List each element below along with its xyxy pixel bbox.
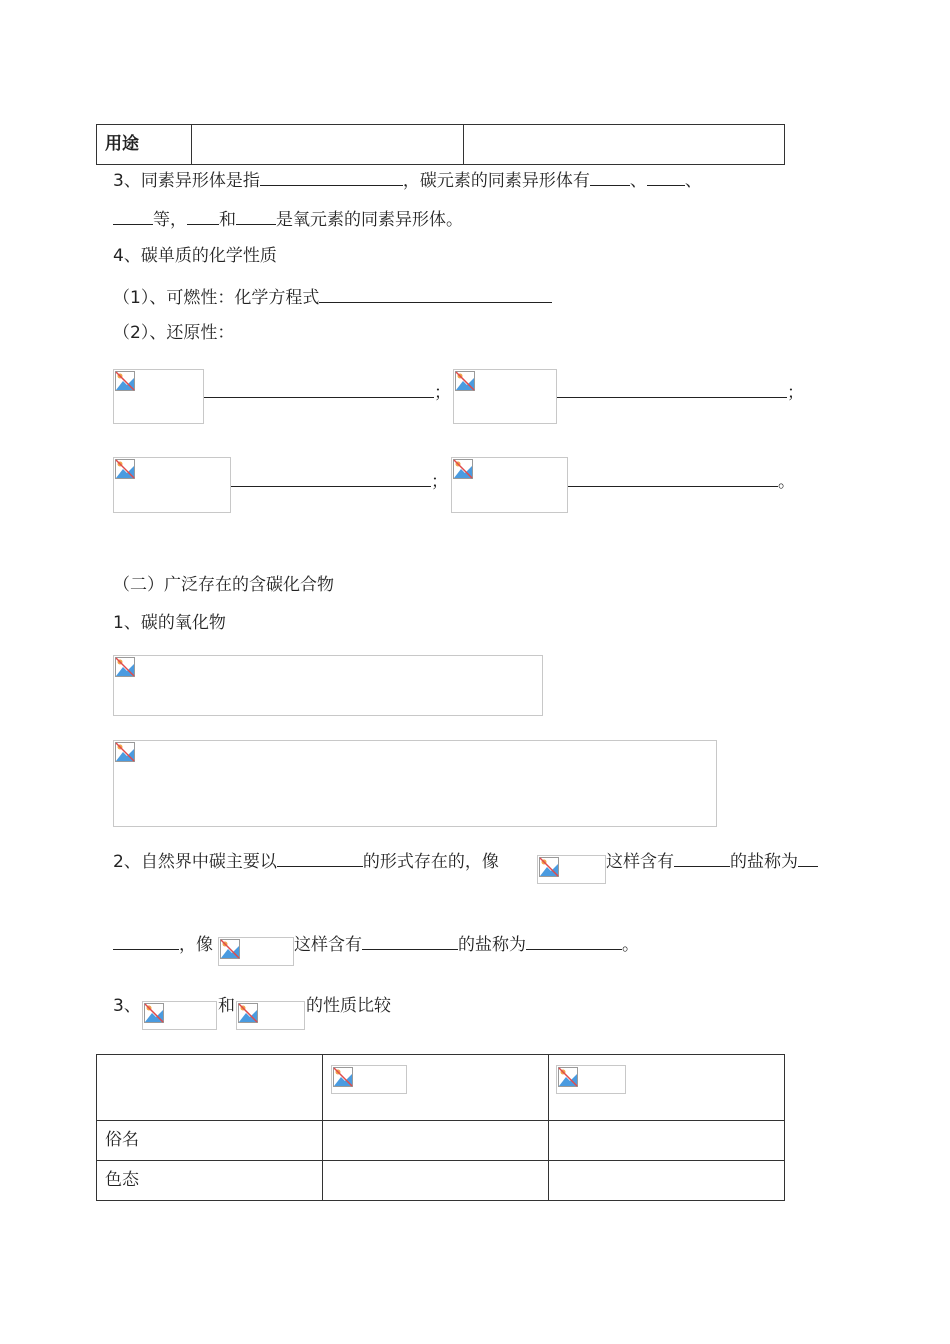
nature-text-g: 的盐称为 [458, 935, 526, 955]
carbon-allotrope-blank-3[interactable] [113, 206, 153, 225]
nature-text-c: 这样含有 [606, 852, 674, 872]
reduction-image-1 [113, 369, 204, 424]
compare-and: 和 [218, 996, 235, 1016]
row-label-common-name: 俗名 [97, 1121, 323, 1161]
compare-image-2 [236, 1001, 305, 1030]
carbon-oxides-image-2 [113, 740, 717, 827]
ion-blank-1[interactable] [674, 848, 730, 867]
broken-image-icon [455, 371, 475, 391]
oxygen-allotrope-blank-1[interactable] [187, 206, 219, 225]
q4-item-2: （2）、还原性： [113, 323, 235, 343]
appearance-cell-2[interactable] [549, 1161, 785, 1201]
reduction-equation-blank-4[interactable] [568, 468, 778, 487]
q3-text-b: ，碳元素的同素异形体有 [402, 171, 590, 191]
combustion-equation-blank[interactable] [319, 284, 552, 303]
compare-suffix: 的性质比较 [306, 996, 391, 1016]
combustibility-label: （1）、可燃性：化学方程式 [113, 288, 320, 308]
common-name-cell-1[interactable] [322, 1121, 549, 1161]
carbon-oxides-title: 1、碳的氧化物 [113, 613, 226, 633]
ion-blank-2[interactable] [362, 931, 458, 950]
reduction-line-4 [568, 468, 795, 493]
reduction-image-2 [453, 369, 557, 424]
comparison-header-1 [322, 1055, 549, 1121]
salt-name-blank-2[interactable] [526, 931, 622, 950]
salt-name-blank-1b[interactable] [113, 931, 179, 950]
reduction-image-4 [451, 457, 568, 513]
comparison-table [96, 1054, 785, 1201]
q4-title: 4、碳单质的化学性质 [113, 246, 277, 266]
comparison-header-empty [97, 1055, 323, 1121]
nature-text-h: 。 [622, 935, 639, 955]
nature-text-f: 这样含有 [294, 935, 362, 955]
appearance-cell-1[interactable] [322, 1161, 549, 1201]
period-1: 。 [778, 472, 795, 492]
q3-text-e: 等， [153, 210, 187, 230]
broken-image-icon [220, 939, 240, 959]
broken-image-icon [453, 459, 473, 479]
semicolon-3: ； [431, 472, 448, 492]
q3-text-d: 、 [684, 171, 702, 191]
semicolon-2: ； [787, 383, 804, 403]
broken-image-icon [115, 459, 135, 479]
nature-text-b: 的形式存在的，像 [362, 852, 499, 872]
nature-line-2b [294, 931, 639, 956]
common-name-cell-2[interactable] [549, 1121, 785, 1161]
broken-image-icon [115, 657, 135, 677]
q3-text-a: 3、同素异形体是指 [113, 171, 260, 191]
compare-image-1 [142, 1001, 217, 1030]
broken-image-icon [558, 1067, 578, 1087]
reduction-equation-blank-1[interactable] [204, 379, 434, 398]
usage-cell-2 [464, 125, 785, 165]
q3-line-1 [113, 167, 702, 192]
usage-label: 用途 [97, 125, 192, 165]
reduction-line-3 [231, 468, 448, 493]
nature-text-e: ，像 [179, 935, 213, 955]
reduction-line-2 [557, 379, 804, 404]
carbon-allotrope-blank-2[interactable] [647, 167, 685, 186]
broken-image-icon [144, 1003, 164, 1023]
formula-image-1 [537, 855, 606, 884]
header-image-1 [331, 1065, 407, 1094]
comparison-header-2 [549, 1055, 785, 1121]
nature-text-d: 的盐称为 [730, 852, 798, 872]
broken-image-icon [115, 742, 135, 762]
row-label-appearance: 色态 [97, 1161, 323, 1201]
nature-line-1 [113, 848, 499, 873]
q3-text-c: 、 [629, 171, 647, 191]
usage-cell-1 [191, 125, 464, 165]
formula-image-2 [218, 937, 294, 966]
salt-name-blank-1a[interactable] [798, 848, 818, 867]
broken-image-icon [539, 857, 559, 877]
broken-image-icon [333, 1067, 353, 1087]
q3-text-g: 是氧元素的同素异形体。 [276, 210, 463, 230]
reduction-equation-blank-3[interactable] [231, 468, 431, 487]
oxygen-allotrope-blank-2[interactable] [236, 206, 276, 225]
nature-text-a: 2、自然界中碳主要以 [113, 852, 277, 872]
broken-image-icon [238, 1003, 258, 1023]
allotrope-definition-blank[interactable] [260, 167, 403, 186]
nature-line-1b [606, 848, 818, 873]
reduction-line-1 [204, 379, 451, 404]
carbon-allotrope-blank-1[interactable] [590, 167, 630, 186]
q3-line-2 [113, 206, 463, 231]
reduction-equation-blank-2[interactable] [557, 379, 787, 398]
usage-table [96, 124, 785, 165]
reduction-image-3 [113, 457, 231, 513]
header-image-2 [556, 1065, 626, 1094]
semicolon-1: ； [434, 383, 451, 403]
broken-image-icon [115, 371, 135, 391]
compare-prefix: 3、 [113, 996, 141, 1016]
nature-line-2 [113, 931, 213, 956]
q3-text-f: 和 [219, 210, 236, 230]
section-2-title: （二）广泛存在的含碳化合物 [113, 575, 334, 595]
carbon-form-blank[interactable] [277, 848, 363, 867]
q4-item-1 [113, 284, 552, 309]
carbon-oxides-image-1 [113, 655, 543, 716]
